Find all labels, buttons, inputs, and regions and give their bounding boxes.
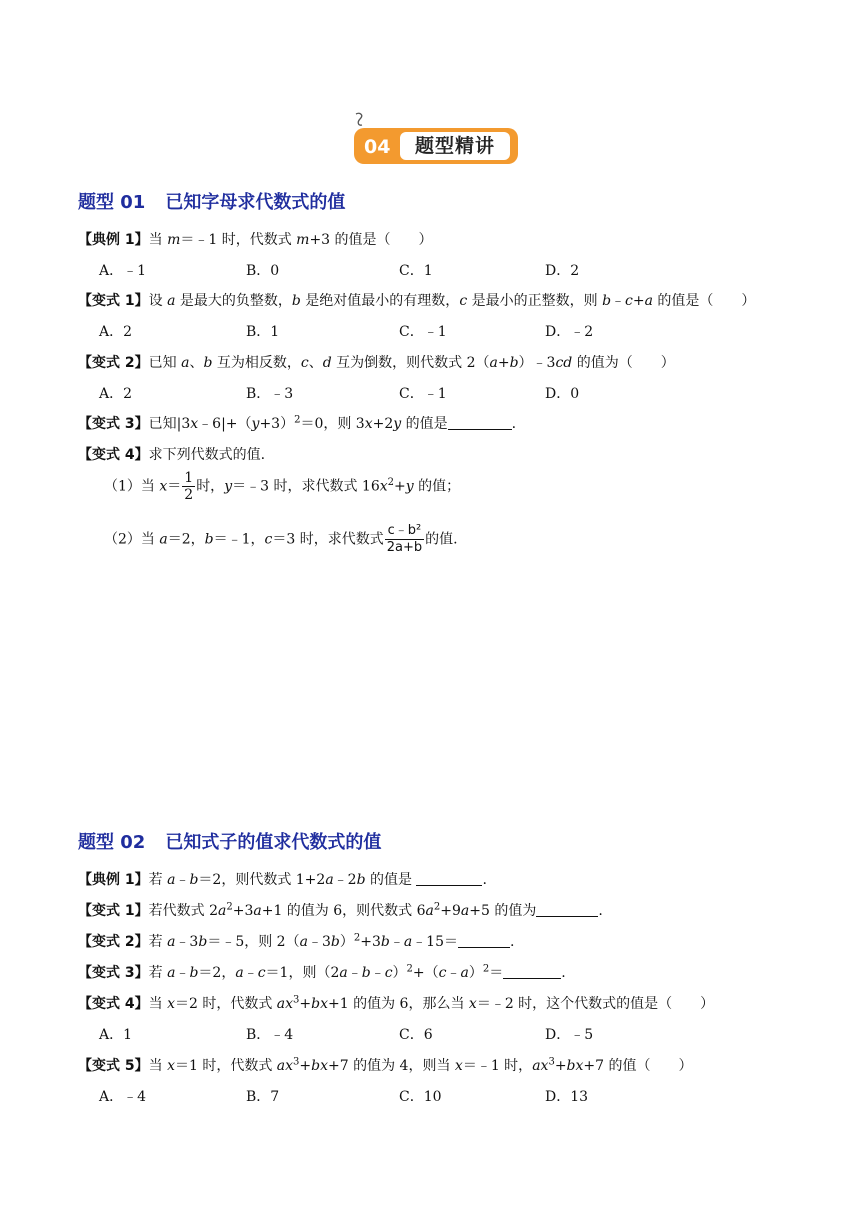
badge-number: 04 [364,136,391,158]
badge-label: 题型精讲 [400,132,510,160]
option-b: B．7 [246,1089,280,1105]
section-2-text: 已知式子的值求代数式的值 [165,832,382,853]
s2-variant-3-question: 【变式 3】若 a﹣b＝2，a﹣c＝1，则（2a﹣b﹣c）$^2$+（c﹣a）$^2$＝ . [78,963,566,981]
s2-variant-4-question: 【变式 4】当 x＝2 时，代数式 $ax^3+bx+1$ 的值为 6，那么当 x＝﹣2 时，这个代数式的值是（ ） [78,994,715,1012]
section-2-title [78,828,381,854]
variant-2-tag: 【变式 2】 [78,355,149,371]
section-1-title [78,188,345,214]
s2-variant-5-tag: 【变式 5】 [78,1058,149,1074]
answer-blank[interactable] [536,902,598,917]
variant-4-part-1: （1）当 x＝ $\frac{1}{2}$ 时，y＝﹣3 时，求代数式 $16x^2+y$ 的值； [104,470,461,503]
option-a: A．﹣1 [99,263,147,279]
option-c: C．10 [399,1089,442,1105]
variant-4-part-2: （2）当 a＝2，b＝﹣1，c＝3 时，求代数式 $\frac{\text{c﹣b²}}{2a+b}$ 的值. [104,523,458,555]
variant-4-text: 求下列代数式的值. [148,447,266,463]
variant-3-question: 【变式 3】已知$|3x﹣6|+(y+3)^2=0$，则 3x+2y 的值是 . [78,414,517,432]
option-b: B．﹣4 [246,1027,294,1043]
fraction-one-half: $\frac{1}{2}$ [184,470,194,503]
s2-example-1-question: 【典例 1】若 a﹣b＝2，则代数式 1+2a﹣2b 的值是 . [78,872,487,888]
variant-1-tag: 【变式 1】 [78,293,149,309]
variant-3-tag: 【变式 3】 [78,416,149,432]
answer-blank[interactable] [416,871,482,886]
s2-variant-3-tag: 【变式 3】 [78,965,149,981]
section-2-number: 题型 02 [78,832,146,853]
option-a: A．2 [99,386,133,402]
s2-variant-4-tag: 【变式 4】 [78,996,149,1012]
option-c: C．﹣1 [399,386,447,402]
example-1-tag: 【典例 1】 [78,232,149,248]
option-b: B．﹣3 [246,386,294,402]
answer-blank[interactable] [458,933,510,948]
s2-variant-2-tag: 【变式 2】 [78,934,149,950]
s2-variant-1-tag: 【变式 1】 [78,903,149,919]
option-d: D．2 [545,263,580,279]
badge-box [354,128,518,164]
option-d: D．﹣2 [545,324,594,340]
option-a: A．2 [99,324,133,340]
option-a: A．1 [99,1027,133,1043]
section-badge [352,112,522,170]
option-d: D．﹣5 [545,1027,594,1043]
variant-1-question: 【变式 1】设 a 是最大的负整数，b 是绝对值最小的有理数，c 是最小的正整数，则 b﹣c+a 的值是（ ） [78,293,756,309]
variant-2-question: 【变式 2】已知 a、b 互为相反数，c、d 互为倒数，则代数式 2（a+b）﹣3cd 的值为（ ） [78,355,675,371]
variant-4-tag: 【变式 4】 [78,447,149,463]
section-1-number: 题型 01 [78,192,146,213]
answer-blank[interactable] [503,964,561,979]
option-d: D．0 [545,386,580,402]
answer-blank[interactable] [448,415,512,430]
option-a: A．﹣4 [99,1089,147,1105]
option-c: C．6 [399,1027,433,1043]
example-1-question: 【典例 1】当 m＝﹣1 时，代数式 m+3 的值是（ ） [78,232,433,248]
option-c: C．﹣1 [399,324,447,340]
s2-variant-1-question: 【变式 1】若代数式 $2a^2+3a+1$ 的值为 6，则代数式 $6a^2+9a+5$ 的值为 . [78,901,603,919]
section-1-text: 已知字母求代数式的值 [165,192,346,213]
option-b: B．0 [246,263,280,279]
s2-example-1-tag: 【典例 1】 [78,872,149,888]
option-d: D．13 [545,1089,589,1105]
fraction-expression: $\frac{\text{c﹣b²}}{2a+b}$ [386,523,423,555]
s2-variant-2-question: 【变式 2】若 a﹣3b＝﹣5，则 2（a﹣3b）$^2$+3b﹣a﹣15＝ . [78,932,515,950]
s2-variant-5-question: 【变式 5】当 x＝1 时，代数式 $ax^3+bx+7$ 的值为 4，则当 x＝﹣1 时，$ax^3+bx+7$ 的值（ ） [78,1056,693,1074]
variant-4-question [78,444,265,464]
option-b: B．1 [246,324,280,340]
option-c: C．1 [399,263,433,279]
